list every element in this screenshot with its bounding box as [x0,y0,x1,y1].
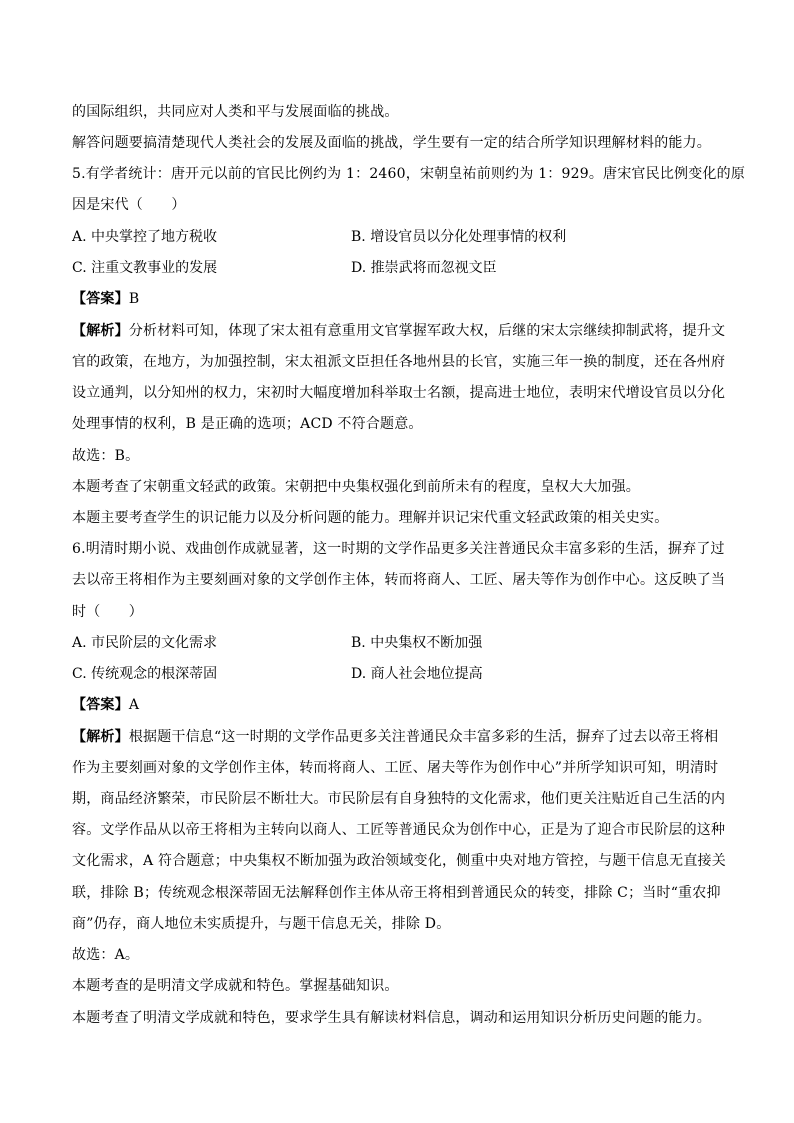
analysis-tag: 【解析】 [72,323,129,339]
question-5-stem: 5.有学者统计：唐开元以前的官民比例约为 1：2460，宋朝皇祐前则约为 1：929。唐宋官民比例变化的原 [72,166,746,182]
question-5-option-b: B. 增设官员以分化处理事情的权利 [351,229,567,245]
question-6-answer [72,695,732,715]
answer-tag: 【答案】 [72,697,129,713]
question-6-analysis-line: 作为主要刻画对象的文学创作主体，转而将商人、工匠、屠夫等作为创作中心”并所学知识可知，明清时 [72,760,719,776]
question-6-note: 本题考查的是明清文学成就和特色。掌握基础知识。 [72,978,399,994]
question-6-option-c: C. 传统观念的根深蒂固 [72,666,218,682]
question-5-analysis-line: 设立通判，以分知州的权力，宋初时大幅度增加科举取士名额，提高进士地位，表明宋代增设官员以分化 [72,385,726,401]
question-6-analysis-line: 文化需求，A 符合题意；中央集权不断加强为政治领域变化，侧重中央对地方管控，与题干信息无直接关 [72,853,726,869]
question-6-stem: 6.明清时期小说、戏曲创作成就显著，这一时期的文学作品更多关注普通民众丰富多彩的生活，摒弃了过 [72,541,725,557]
question-6-analysis-line: 容。文学作品从以帝王将相为主转向以商人、工匠等普通民众为创作中心，正是为了迎合市民阶层的这种 [72,822,726,838]
analysis-text: 根据题干信息“这一时期的文学作品更多关注普通民众丰富多彩的生活，摒弃了过去以帝王将相 [128,729,719,745]
question-5-option-a: A. 中央掌控了地方税收 [72,229,218,245]
question-6-analysis-line: 期，商品经济繁荣，市民阶层不断壮大。市民阶层有自身独特的文化需求，他们更关注贴近自己生活的内 [72,791,726,807]
question-6-analysis [72,727,732,747]
answer-value: A [128,697,140,713]
question-6-note: 本题考查了明清文学成就和特色，要求学生具有解读材料信息，调动和运用知识分析历史问题的能力。 [72,1010,711,1026]
question-6-analysis-line: 商”仍存，商人地位未实质提升，与题干信息无关，排除 D。 [72,916,451,932]
analysis-text: 分析材料可知，体现了宋太祖有意重用文官掌握军政大权，后继的宋太宗继续抑制武将，提升文 [128,323,726,339]
question-6-option-a: A. 市民阶层的文化需求 [72,635,218,651]
analysis-tag: 【解析】 [72,729,129,745]
question-5-analysis-line: 官的政策，在地方，为加强控制，宋太祖派文臣担任各地州县的长官，实施三年一换的制度，还在各州府 [72,354,726,370]
intro-text-line: 的国际组织，共同应对人类和平与发展面临的挑战。 [72,104,399,120]
question-5-note: 本题主要考查学生的识记能力以及分析问题的能力。理解并识记宋代重文轻武政策的相关史实。 [72,510,669,526]
intro-text-line: 解答问题要搞清楚现代人类社会的发展及面临的挑战，学生要有一定的结合所学知识理解材料的能力。 [72,135,711,151]
question-6-analysis-line: 联，排除 B；传统观念根深蒂固无法解释创作主体从帝王将相到普通民众的转变，排除 C；当时“重农抑 [72,885,721,901]
question-5-analysis [72,321,732,341]
question-6-stem: 去以帝王将相作为主要刻画对象的文学创作主体，转而将商人、工匠、屠夫等作为创作中心。这反映了当 [72,572,726,588]
question-5-answer [72,289,732,309]
answer-tag: 【答案】 [72,291,129,307]
question-5-stem: 因是宋代（ ） [72,197,186,213]
question-5-option-c: C. 注重文教事业的发展 [72,260,218,276]
question-5-analysis-line: 处理事情的权利，B 是正确的选项；ACD 不符合题意。 [72,416,423,432]
question-5-conclusion: 故选：B。 [72,448,140,464]
question-6-conclusion: 故选：A。 [72,947,140,963]
question-5-note: 本题考查了宋朝重文轻武的政策。宋朝把中央集权强化到前所未有的程度，皇权大大加强。 [72,479,640,495]
answer-value: B [128,291,140,307]
question-6-option-d: D. 商人社会地位提高 [351,666,483,682]
question-5-option-d: D. 推崇武将而忽视文臣 [351,260,497,276]
question-6-option-b: B. 中央集权不断加强 [351,635,483,651]
question-6-stem: 时（ ） [72,604,143,620]
